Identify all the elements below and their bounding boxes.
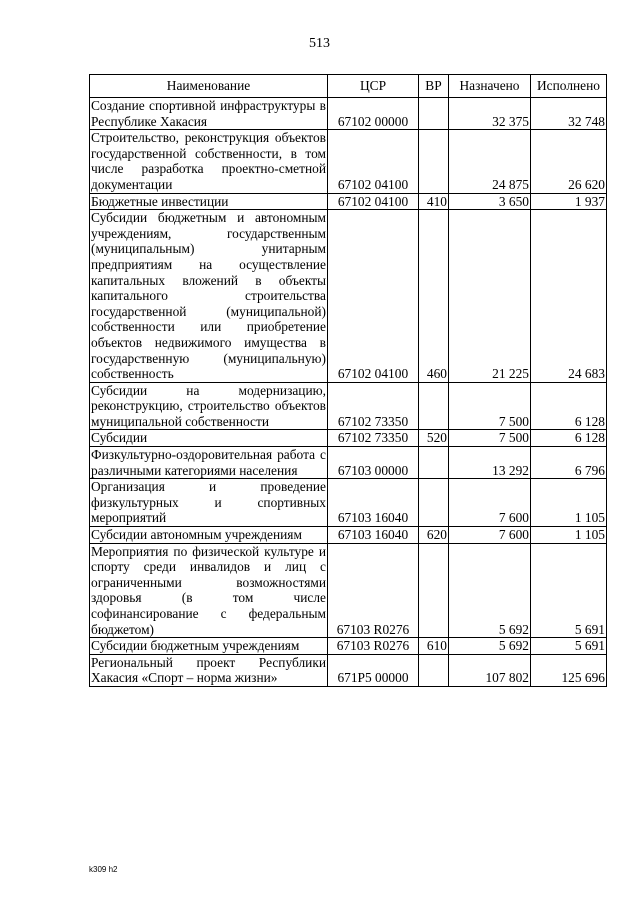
table-row	[90, 638, 607, 655]
row-planned: 32 375	[449, 98, 531, 130]
row-vr: 520	[419, 430, 449, 447]
row-executed: 125 696	[531, 654, 607, 686]
row-csr: 67102 73350	[328, 382, 419, 430]
row-csr: 67103 00000	[328, 447, 419, 479]
row-csr: 67103 16040	[328, 479, 419, 527]
row-vr	[419, 447, 449, 479]
table-row	[90, 430, 607, 447]
header-vr: ВР	[419, 75, 449, 98]
page-number: 513	[309, 36, 330, 51]
row-name: Организация и проведение физкультурных и спортивных мероприятий	[91, 479, 326, 526]
row-vr: 460	[419, 210, 449, 383]
row-planned: 7 600	[449, 527, 531, 544]
row-csr: 67103 16040	[328, 527, 419, 544]
row-name: Создание спортивной инфраструктуры в Республике Хакасия	[91, 98, 326, 129]
table-row	[90, 382, 607, 430]
header-name: Наименование	[90, 75, 328, 98]
row-executed: 1 105	[531, 527, 607, 544]
row-planned: 13 292	[449, 447, 531, 479]
row-name: Физкультурно-оздоровительная работа с различными категориями населения	[91, 447, 326, 478]
row-vr	[419, 543, 449, 638]
row-executed: 32 748	[531, 98, 607, 130]
row-vr: 610	[419, 638, 449, 655]
table-row	[90, 210, 607, 383]
row-csr: 67102 04100	[328, 130, 419, 193]
row-csr: 67102 04100	[328, 193, 419, 210]
row-vr	[419, 479, 449, 527]
budget-table	[89, 74, 607, 687]
row-vr: 410	[419, 193, 449, 210]
row-executed: 24 683	[531, 210, 607, 383]
header-csr: ЦСР	[328, 75, 419, 98]
row-vr	[419, 98, 449, 130]
row-csr: 67102 00000	[328, 98, 419, 130]
table-row	[90, 479, 607, 527]
row-csr: 67103 R0276	[328, 543, 419, 638]
row-executed: 1 937	[531, 193, 607, 210]
row-executed: 6 128	[531, 430, 607, 447]
row-name: Региональный проект Республики Хакасия «Спорт – норма жизни»	[91, 654, 326, 686]
row-name: Субсидии	[90, 430, 328, 447]
row-executed: 5 691	[531, 543, 607, 638]
table-row	[90, 447, 607, 479]
row-name: Субсидии бюджетным и автономным учреждениям, государственным (муниципальным) унитарным предприятиям на осуществление капитальных вложений в объекты капитального строительства государственной (муниципальной) собственности или приобретение объектов недвижимого имущества в государственную (муниципальную) собственность	[91, 210, 326, 382]
row-planned: 7 500	[449, 382, 531, 430]
row-planned: 107 802	[449, 654, 531, 686]
row-planned: 7 600	[449, 479, 531, 527]
row-name: Субсидии на модернизацию, реконструкцию, строительство объектов муниципальной собственности	[91, 382, 326, 429]
table-header-row	[90, 75, 607, 98]
row-csr: 67103 R0276	[328, 638, 419, 655]
table-row	[90, 654, 607, 686]
row-planned: 7 500	[449, 430, 531, 447]
row-executed: 6 128	[531, 382, 607, 430]
row-name: Мероприятия по физической культуре и спорту среди инвалидов и лиц с ограниченными возможностями здоровья (в том числе софинансирование с федеральным бюджетом)	[91, 543, 326, 637]
row-vr: 620	[419, 527, 449, 544]
row-planned: 5 692	[449, 543, 531, 638]
row-executed: 1 105	[531, 479, 607, 527]
row-planned: 21 225	[449, 210, 531, 383]
header-planned: Назначено	[449, 75, 531, 98]
table-row	[90, 98, 607, 130]
row-name: Строительство, реконструкция объектов государственной собственности, в том числе разработка проектно-сметной документации	[91, 130, 326, 192]
row-name: Субсидии бюджетным учреждениям	[90, 638, 328, 655]
row-planned: 5 692	[449, 638, 531, 655]
row-executed: 6 796	[531, 447, 607, 479]
row-csr: 67102 73350	[328, 430, 419, 447]
table-row	[90, 193, 607, 210]
row-csr: 671P5 00000	[328, 654, 419, 686]
table-row	[90, 527, 607, 544]
row-planned: 24 875	[449, 130, 531, 193]
row-name: Субсидии автономным учреждениям	[90, 527, 328, 544]
row-vr	[419, 654, 449, 686]
table-row	[90, 130, 607, 193]
header-executed: Исполнено	[531, 75, 607, 98]
row-vr	[419, 130, 449, 193]
row-vr	[419, 382, 449, 430]
table-row	[90, 543, 607, 638]
footer-code: k309 h2	[89, 865, 118, 874]
row-planned: 3 650	[449, 193, 531, 210]
row-name: Бюджетные инвестиции	[90, 193, 328, 210]
row-csr: 67102 04100	[328, 210, 419, 383]
row-executed: 26 620	[531, 130, 607, 193]
row-executed: 5 691	[531, 638, 607, 655]
